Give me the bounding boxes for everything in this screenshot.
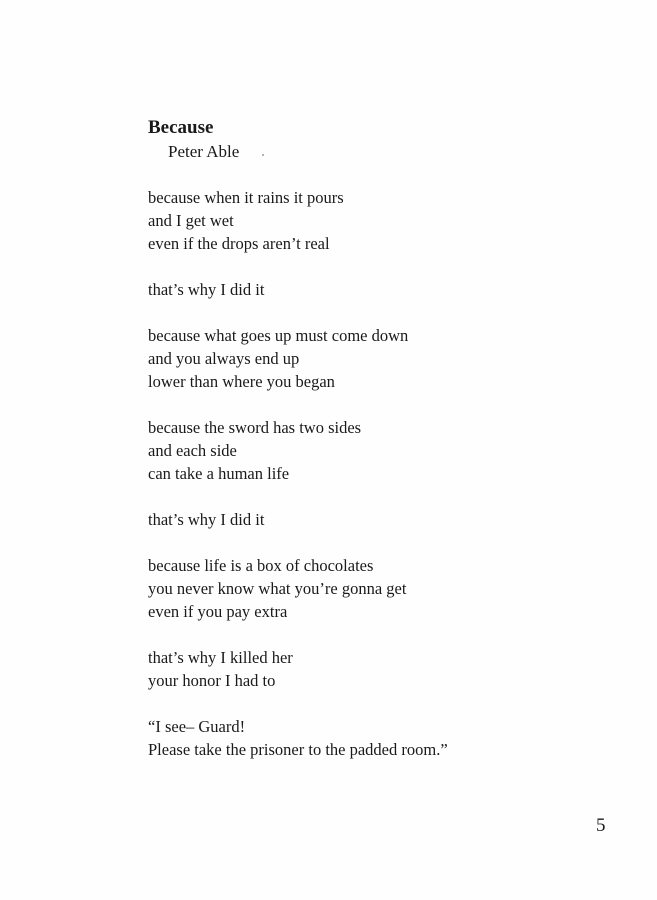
poem-title: Because <box>148 117 214 138</box>
scan-speck <box>262 154 264 156</box>
stanza <box>148 554 608 623</box>
poem-line: your honor I had to <box>148 671 276 690</box>
stanza <box>148 278 608 301</box>
poem-line: and each side <box>148 441 237 460</box>
poem-line: because the sword has two sides <box>148 418 362 437</box>
stanza <box>148 186 608 255</box>
poem-line: even if the drops aren’t real <box>148 234 330 253</box>
poem-line: because what goes up must come down <box>148 326 409 345</box>
poem-line: “I see– Guard! <box>148 717 246 736</box>
poem-line: that’s why I did it <box>148 280 265 299</box>
stanza <box>148 416 608 485</box>
poem-line: you never know what you’re gonna get <box>148 579 407 598</box>
poem-line: even if you pay extra <box>148 602 288 621</box>
poem-line: because life is a box of chocolates <box>148 556 374 575</box>
poem-line: that’s why I did it <box>148 510 265 529</box>
poem-line: and I get wet <box>148 211 234 230</box>
page-number: 5 <box>596 815 606 836</box>
poem-line: lower than where you began <box>148 372 335 391</box>
stanza <box>148 508 608 531</box>
poem-line: Please take the prisoner to the padded room.” <box>148 740 448 759</box>
poem-body <box>148 186 608 784</box>
stanza <box>148 324 608 393</box>
poem-author: Peter Able <box>168 142 240 161</box>
poem-line: because when it rains it pours <box>148 188 344 207</box>
poem-line: can take a human life <box>148 464 290 483</box>
stanza <box>148 646 608 692</box>
poem-line: and you always end up <box>148 349 300 368</box>
poem-line: that’s why I killed her <box>148 648 293 667</box>
stanza <box>148 715 608 761</box>
